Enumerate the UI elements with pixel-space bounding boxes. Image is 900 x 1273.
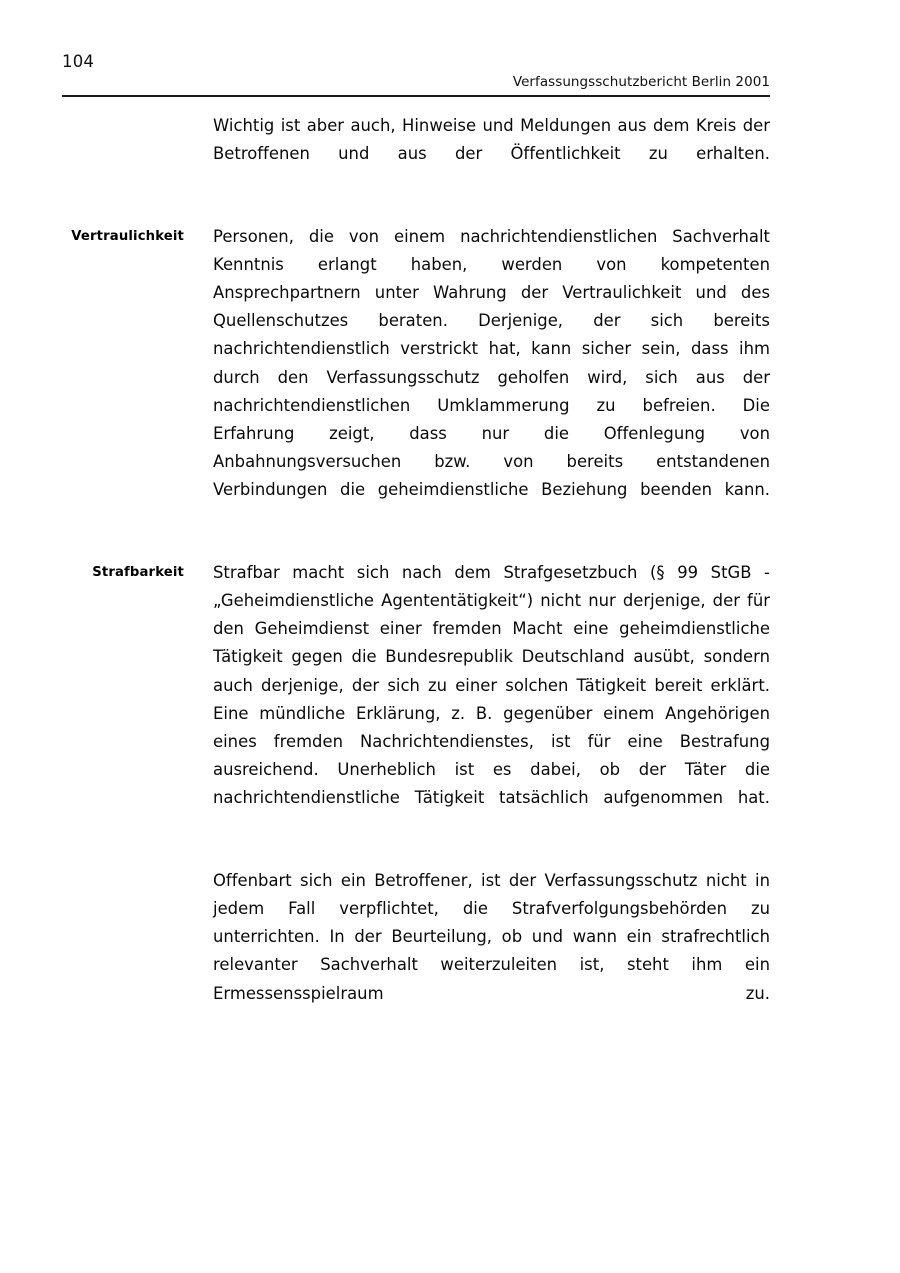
text-block [62,559,770,841]
page-body [62,112,770,1036]
body-paragraph: Personen, die von einem nachrichtendienstlichen Sachverhalt Kenntnis erlangt haben, werden von kompetenten Ansprechpartnern unter Wahrung der Vertraulichkeit und des Quellenschutzes beraten. Derjenige, der sich bereits nachrichtendienstlich verstrickt hat, kann sicher sein, dass ihm durch den Verfassungsschutz geholfen wird, sich aus der nachrichtendienstlichen Umklammerung zu befreien. Die Erfahrung zeigt, dass nur die Offenlegung von Anbahnungsversuchen bzw. von bereits entstandenen Verbindungen die geheimdienstliche Beziehung beenden kann. [213,226,770,500]
running-title: Verfassungsschutzbericht Berlin 2001 [512,74,770,90]
marginal-note-strafbarkeit: Strafbarkeit [92,564,184,580]
text-block [62,112,770,197]
header-divider [62,95,770,97]
text-block [62,223,770,533]
marginal-note-vertraulichkeit: Vertraulichkeit [71,228,184,244]
body-paragraph: Offenbart sich ein Betroffener, ist der Verfassungsschutz nicht in jedem Fall verpflichtet, die Strafverfolgungsbehörden zu unterrichten. In der Beurteilung, ob und wann ein strafrechtlich relevanter Sachverhalt weiterzuleiten ist, steht ihm ein Ermessensspielraum zu. [213,870,770,1003]
page-header [62,52,770,97]
body-paragraph: Strafbar macht sich nach dem Strafgesetzbuch (§ 99 StGB - „Geheimdienstliche Agententätigkeit“) nicht nur derjenige, der für den Geheimdienst einer fremden Macht eine geheimdienstliche Tätigkeit gegen die Bundesrepublik Deutschland ausübt, sondern auch derjenige, der sich zu einer solchen Tätigkeit bereit erklärt. Eine mündliche Erklärung, z. B. gegenüber einem Angehörigen eines fremden Nachrichtendienstes, ist für eine Bestrafung ausreichend. Unerheblich ist es dabei, ob der Täter die nachrichtendienstliche Tätigkeit tatsächlich aufgenommen hat. [213,562,770,808]
page-number: 104 [62,52,95,71]
text-block [62,867,770,1036]
body-paragraph: Wichtig ist aber auch, Hinweise und Meldungen aus dem Kreis der Betroffenen und aus der Öffentlichkeit zu erhalten. [213,116,770,164]
